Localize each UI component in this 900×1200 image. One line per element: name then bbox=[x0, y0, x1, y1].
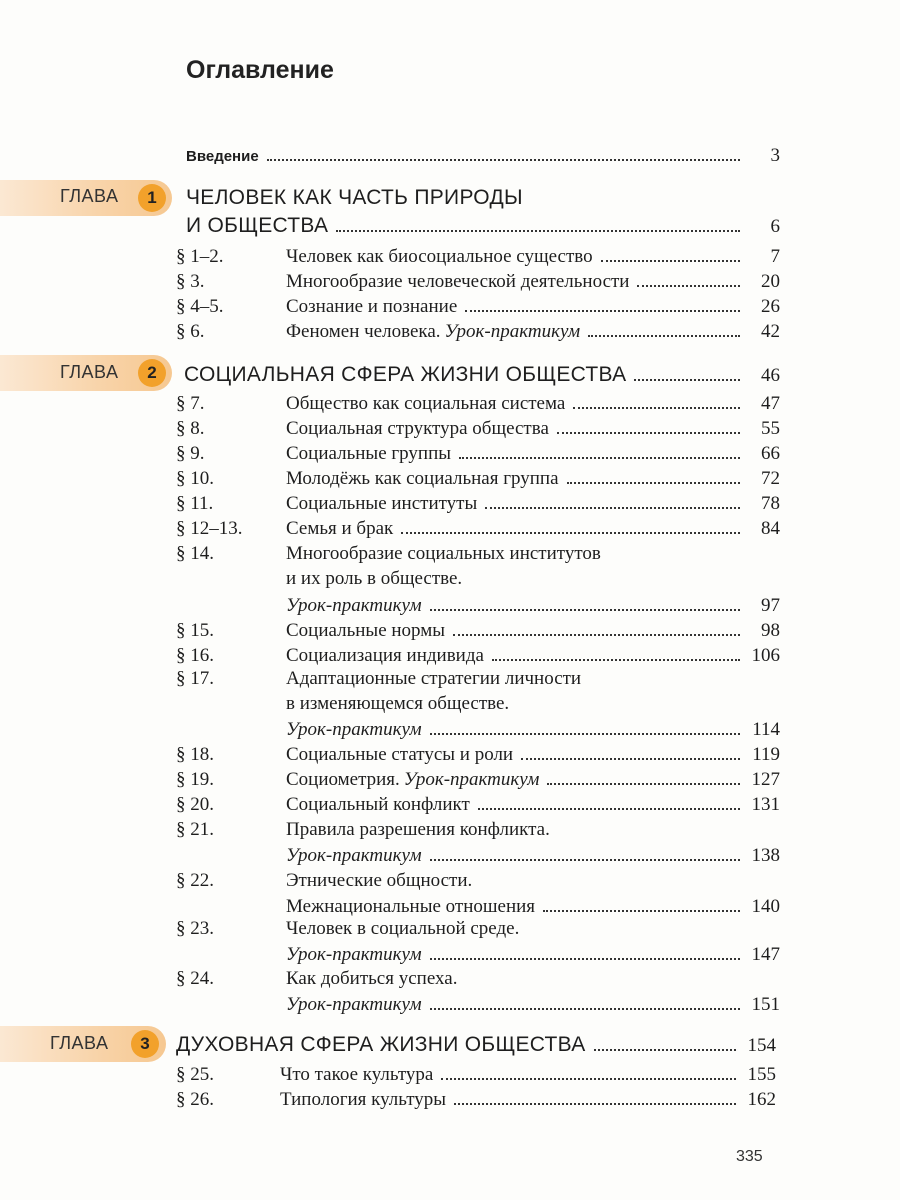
section-number: § 4–5. bbox=[176, 296, 224, 317]
entry-page: 66 bbox=[761, 443, 780, 464]
section-title: Феномен человека. bbox=[286, 321, 441, 342]
dot-leader bbox=[453, 634, 740, 636]
dot-leader bbox=[430, 1008, 740, 1010]
section-title: Общество как социальная система bbox=[286, 393, 566, 414]
toc-entry-22[interactable] bbox=[286, 896, 780, 918]
entry-page: 78 bbox=[761, 493, 780, 514]
dot-leader bbox=[465, 310, 740, 312]
chapter-1-title: ЧЕЛОВЕК КАК ЧАСТЬ ПРИРОДЫ bbox=[186, 186, 523, 209]
section-number: § 16. bbox=[176, 645, 214, 666]
dot-leader bbox=[492, 659, 740, 661]
section-title: Молодёжь как социальная группа bbox=[286, 468, 559, 489]
section-title: Человек в социальной среде. bbox=[286, 918, 520, 939]
entry-page: 151 bbox=[751, 994, 780, 1015]
lesson-label: Урок-практикум bbox=[286, 845, 422, 866]
toc-entry-9[interactable] bbox=[176, 443, 780, 465]
section-title-cont: Межнациональные отношения bbox=[286, 896, 536, 917]
toc-entry-15[interactable] bbox=[176, 620, 780, 642]
toc-entry-26[interactable] bbox=[176, 1089, 776, 1111]
section-title-cont: в изменяющемся обществе. bbox=[286, 693, 510, 714]
lesson-label: Урок-практикум bbox=[286, 595, 422, 616]
section-number: § 8. bbox=[176, 418, 205, 439]
entry-page: 55 bbox=[761, 418, 780, 439]
toc-entry-6[interactable] bbox=[176, 321, 780, 343]
lesson-label: Урок-практикум bbox=[403, 769, 540, 790]
section-number: § 6. bbox=[176, 321, 205, 342]
section-number: § 3. bbox=[176, 271, 205, 292]
chapter-1-number: 1 bbox=[138, 184, 166, 212]
entry-page: 47 bbox=[761, 393, 780, 414]
section-number: § 11. bbox=[176, 493, 214, 514]
section-title: Социализация индивида bbox=[286, 645, 484, 666]
dot-leader bbox=[430, 859, 740, 861]
entry-page: 84 bbox=[761, 518, 780, 539]
entry-page: 162 bbox=[747, 1089, 776, 1110]
chapter-2-label: ГЛАВА bbox=[60, 362, 119, 382]
section-title: Типология культуры bbox=[280, 1089, 447, 1110]
toc-entry-10[interactable] bbox=[176, 468, 780, 490]
toc-entry-4-5[interactable] bbox=[176, 296, 780, 318]
dot-leader bbox=[634, 379, 740, 381]
toc-entry-23[interactable] bbox=[286, 944, 780, 966]
dot-leader bbox=[485, 507, 740, 509]
toc-entry-16[interactable] bbox=[176, 645, 780, 667]
section-number: § 25. bbox=[176, 1064, 214, 1085]
toc-entry-25[interactable] bbox=[176, 1064, 776, 1086]
section-title: Социальные статусы и роли bbox=[286, 744, 514, 765]
dot-leader bbox=[637, 285, 740, 287]
entry-page: 97 bbox=[761, 595, 780, 616]
dot-leader bbox=[594, 1049, 736, 1051]
chapter-1-title-cont: И ОБЩЕСТВА bbox=[186, 214, 329, 237]
section-number: § 1–2. bbox=[176, 246, 224, 267]
lesson-label: Урок-практикум bbox=[286, 944, 422, 965]
toc-entry-8[interactable] bbox=[176, 418, 780, 440]
dot-leader bbox=[601, 260, 740, 262]
dot-leader bbox=[543, 910, 740, 912]
toc-entry-chapter-1[interactable] bbox=[186, 214, 780, 238]
section-number: § 12–13. bbox=[176, 518, 243, 539]
section-title: Социальные группы bbox=[286, 443, 452, 464]
entry-page: 127 bbox=[751, 769, 780, 790]
section-number: § 10. bbox=[176, 468, 214, 489]
entry-title: Введение bbox=[186, 148, 259, 165]
toc-entry-7[interactable] bbox=[176, 393, 780, 415]
section-title: Многообразие человеческой деятельности bbox=[286, 271, 630, 292]
section-number: § 22. bbox=[176, 870, 214, 891]
dot-leader bbox=[267, 159, 740, 161]
section-title: Социальные институты bbox=[286, 493, 478, 514]
toc-entry-21[interactable] bbox=[286, 845, 780, 867]
toc-entry-18[interactable] bbox=[176, 744, 780, 766]
lesson-label: Урок-практикум bbox=[286, 719, 422, 740]
toc-entry-intro[interactable] bbox=[186, 145, 780, 167]
toc-entry-1-2[interactable] bbox=[176, 246, 780, 268]
entry-page: 72 bbox=[761, 468, 780, 489]
dot-leader bbox=[401, 532, 740, 534]
entry-page: 98 bbox=[761, 620, 780, 641]
section-title: Социометрия. bbox=[286, 769, 400, 790]
section-title: Что такое культура bbox=[280, 1064, 434, 1085]
chapter-3-title: ДУХОВНАЯ СФЕРА ЖИЗНИ ОБЩЕСТВА bbox=[176, 1033, 586, 1056]
lesson-label: Урок-практикум bbox=[444, 321, 581, 342]
page-title: Оглавление bbox=[186, 56, 334, 84]
entry-page: 154 bbox=[747, 1035, 776, 1056]
toc-entry-17[interactable] bbox=[286, 719, 780, 741]
section-title: Социальные нормы bbox=[286, 620, 446, 641]
section-number: § 15. bbox=[176, 620, 214, 641]
dot-leader bbox=[430, 733, 740, 735]
section-number: § 26. bbox=[176, 1089, 214, 1110]
page-number: 335 bbox=[736, 1148, 763, 1165]
entry-page: 138 bbox=[751, 845, 780, 866]
section-number: § 19. bbox=[176, 769, 214, 790]
entry-page: 46 bbox=[761, 365, 780, 386]
section-number: § 18. bbox=[176, 744, 214, 765]
section-title: Социальная структура общества bbox=[286, 418, 549, 439]
toc-entry-chapter-3[interactable] bbox=[176, 1033, 776, 1057]
section-title: Этнические общности. bbox=[286, 870, 473, 891]
section-number: § 14. bbox=[176, 543, 214, 564]
section-title: Адаптационные стратегии личности bbox=[286, 668, 582, 689]
section-title: Правила разрешения конфликта. bbox=[286, 819, 550, 840]
section-title: Семья и брак bbox=[286, 518, 394, 539]
entry-page: 147 bbox=[751, 944, 780, 965]
dot-leader bbox=[441, 1078, 736, 1080]
section-number: § 21. bbox=[176, 819, 214, 840]
section-number: § 24. bbox=[176, 968, 214, 989]
toc-entry-14[interactable] bbox=[286, 595, 780, 617]
toc-entry-11[interactable] bbox=[176, 493, 780, 515]
lesson-label: Урок-практикум bbox=[286, 994, 422, 1015]
entry-page: 131 bbox=[751, 794, 780, 815]
dot-leader bbox=[336, 230, 740, 232]
dot-leader bbox=[430, 958, 740, 960]
chapter-2-number: 2 bbox=[138, 359, 166, 387]
dot-leader bbox=[547, 783, 740, 785]
section-title: Сознание и познание bbox=[286, 296, 458, 317]
entry-page: 106 bbox=[751, 645, 780, 666]
entry-page: 155 bbox=[747, 1064, 776, 1085]
toc-entry-chapter-2[interactable] bbox=[184, 363, 780, 387]
entry-page: 114 bbox=[752, 719, 780, 740]
entry-page: 42 bbox=[761, 321, 780, 342]
section-number: § 7. bbox=[176, 393, 205, 414]
entry-page: 26 bbox=[761, 296, 780, 317]
section-number: § 9. bbox=[176, 443, 205, 464]
chapter-3-number: 3 bbox=[131, 1030, 159, 1058]
dot-leader bbox=[573, 407, 740, 409]
chapter-3-label: ГЛАВА bbox=[50, 1033, 109, 1053]
section-number: § 20. bbox=[176, 794, 214, 815]
section-title: Социальный конфликт bbox=[286, 794, 470, 815]
entry-page: 140 bbox=[751, 896, 780, 917]
entry-page: 7 bbox=[770, 246, 780, 267]
dot-leader bbox=[521, 758, 740, 760]
toc-entry-24[interactable] bbox=[286, 994, 780, 1016]
dot-leader bbox=[459, 457, 740, 459]
chapter-2-title: СОЦИАЛЬНАЯ СФЕРА ЖИЗНИ ОБЩЕСТВА bbox=[184, 363, 627, 386]
entry-page: 6 bbox=[770, 216, 780, 237]
dot-leader bbox=[454, 1103, 736, 1105]
dot-leader bbox=[430, 609, 740, 611]
dot-leader bbox=[557, 432, 740, 434]
chapter-1-label: ГЛАВА bbox=[60, 186, 119, 206]
toc-entry-12-13[interactable] bbox=[176, 518, 780, 540]
section-title: Как добиться успеха. bbox=[286, 968, 458, 989]
toc-entry-20[interactable] bbox=[176, 794, 780, 816]
section-number: § 23. bbox=[176, 918, 214, 939]
section-title: Человек как биосоциальное существо bbox=[286, 246, 593, 267]
section-title-cont: и их роль в обществе. bbox=[286, 568, 463, 589]
entry-page: 3 bbox=[770, 145, 780, 166]
toc-entry-19[interactable] bbox=[176, 769, 780, 791]
entry-page: 20 bbox=[761, 271, 780, 292]
dot-leader bbox=[478, 808, 740, 810]
section-title: Многообразие социальных институтов bbox=[286, 543, 601, 564]
toc-entry-3[interactable] bbox=[176, 271, 780, 293]
section-number: § 17. bbox=[176, 668, 214, 689]
dot-leader bbox=[567, 482, 740, 484]
entry-page: 119 bbox=[752, 744, 780, 765]
dot-leader bbox=[588, 335, 740, 337]
